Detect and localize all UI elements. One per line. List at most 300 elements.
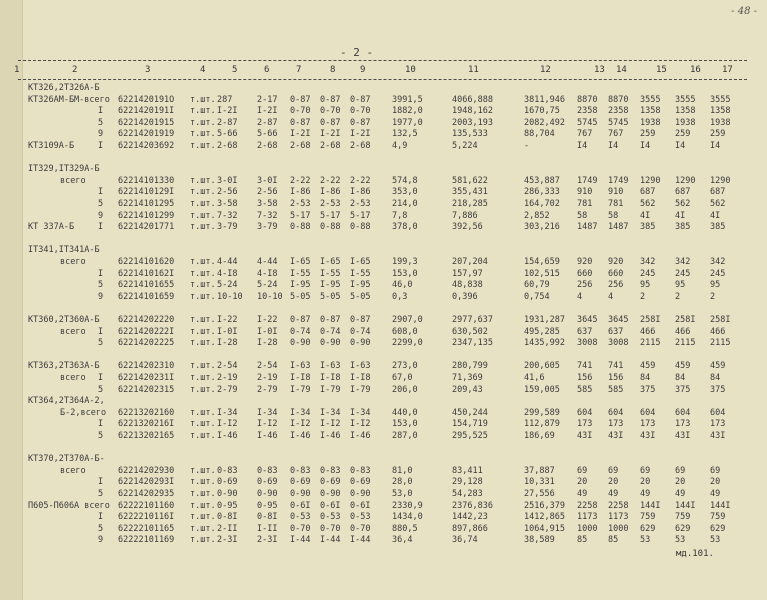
row-value: 256 (608, 280, 624, 291)
col-header: 16 (690, 65, 701, 75)
row-value: I-79 (350, 384, 371, 395)
row-value: I4 (640, 141, 651, 151)
row-value: 897,866 (452, 523, 488, 534)
row-value: 2299,0 (392, 338, 423, 349)
row-value: 2-19 (217, 373, 238, 383)
row-value: 910 (608, 187, 624, 198)
row-value: 0-8I (217, 512, 238, 523)
row-value: 0-69 (217, 477, 238, 488)
row-value: 1358 (675, 106, 696, 117)
row-unit: т.шт. (190, 94, 216, 105)
row-value: 2-56 (217, 187, 238, 198)
table-row (0, 95, 767, 106)
row-value: 741 (577, 361, 593, 372)
row-value: 71,369 (452, 373, 483, 383)
row-value: 2-22 (350, 175, 371, 186)
row-value: 910 (577, 187, 593, 198)
table-row (0, 269, 767, 280)
row-value: 2330,9 (392, 500, 423, 511)
row-index: I (98, 141, 104, 151)
row-value: 199,3 (392, 257, 418, 267)
row-code: 6221420222I (118, 326, 175, 337)
row-value: 562 (640, 199, 656, 209)
row-value: 153,0 (392, 268, 418, 279)
row-value: 0-88 (290, 222, 311, 233)
row-value: 4 (577, 291, 583, 302)
row-value: I-34 (290, 407, 311, 418)
row-name: Б-2,всего (60, 407, 107, 418)
row-value: 1938 (710, 117, 731, 128)
row-unit: т.шт. (190, 477, 216, 488)
row-value: 0-88 (350, 222, 371, 233)
row-value: I-95 (290, 280, 311, 291)
row-value: 144I (675, 500, 696, 511)
table-row (0, 211, 767, 222)
row-value: 2516,379 (524, 500, 565, 511)
table-row (0, 83, 767, 94)
table-row (0, 141, 767, 152)
row-value: 173 (577, 419, 593, 430)
row-value: 3811,946 (524, 94, 565, 105)
col-header: 5 (232, 65, 238, 75)
row-value: 3555 (710, 94, 731, 105)
row-value: 53 (675, 535, 686, 546)
row-unit: т.шт. (190, 291, 216, 302)
col-header: 15 (656, 65, 667, 75)
row-value: 209,43 (452, 384, 483, 395)
row-value: I-79 (290, 384, 311, 395)
row-value: 112,879 (524, 419, 560, 430)
row-code: 62214101655 (118, 280, 175, 291)
row-value: 0-95 (257, 500, 278, 511)
header-divider-bottom (18, 79, 747, 80)
row-value: 1412,865 (524, 512, 565, 523)
table-row (0, 443, 767, 454)
row-value: 2258 (608, 500, 629, 511)
table-row (0, 176, 767, 187)
row-value: 375 (675, 384, 691, 395)
row-value: 466 (675, 326, 691, 337)
table-row (0, 408, 767, 419)
row-value: 629 (640, 523, 656, 534)
row-value: 49 (675, 489, 686, 499)
row-value: I-34 (320, 407, 341, 418)
row-code: 6221410162I (118, 268, 175, 279)
table-row (0, 153, 767, 164)
row-value: 920 (608, 257, 624, 267)
table-row (0, 524, 767, 535)
row-value: I-95 (350, 280, 371, 291)
table-row (0, 327, 767, 338)
row-value: 69 (640, 465, 651, 476)
row-value: 0-74 (350, 326, 371, 337)
row-value: 58 (608, 210, 619, 221)
table-row (0, 234, 767, 245)
col-header: 13 (594, 65, 605, 75)
row-value: I-0I (257, 326, 278, 337)
row-value: 781 (608, 199, 624, 209)
row-value: 604 (577, 407, 593, 418)
row-value: 562 (710, 199, 726, 209)
row-unit: т.шт. (190, 141, 216, 151)
sheet-number: - 2 - (340, 46, 374, 59)
row-value: I-I8 (350, 373, 371, 383)
row-value: 687 (710, 187, 726, 198)
row-value: 4I (675, 210, 686, 221)
row-value: I4 (577, 141, 588, 151)
row-value: 5745 (577, 117, 598, 128)
row-index: 5 (98, 431, 104, 441)
row-value: 660 (608, 268, 624, 279)
table-row (0, 106, 767, 117)
col-header: 1 (14, 65, 20, 75)
row-value: I-86 (320, 187, 341, 198)
row-value: 2115 (640, 338, 661, 349)
row-value: 28,0 (392, 477, 413, 488)
row-value: 385 (675, 222, 691, 233)
row-value: 629 (710, 523, 726, 534)
row-value: 604 (710, 407, 726, 418)
row-code: 62214101299 (118, 210, 175, 221)
row-code: 6221420191I (118, 106, 175, 117)
row-value: 173 (710, 419, 726, 430)
row-value: 58 (577, 210, 588, 221)
row-value: 1487 (608, 222, 629, 233)
row-value: I-55 (350, 268, 371, 279)
row-unit: т.шт. (190, 326, 216, 337)
row-value: I-2I (350, 129, 371, 140)
row-value: 5-05 (320, 291, 341, 302)
row-value: 0-69 (290, 477, 311, 488)
row-name: КТ363,2Т363А-Б (28, 361, 100, 372)
row-value: 84 (640, 373, 651, 383)
row-code: 62214202220 (118, 315, 175, 325)
table-row (0, 350, 767, 361)
row-value: I4 (710, 141, 721, 151)
row-value: 637 (608, 326, 624, 337)
row-value: 466 (710, 326, 726, 337)
row-value: 2-22 (320, 175, 341, 186)
row-value: 687 (675, 187, 691, 198)
row-value: 3-58 (217, 199, 238, 209)
row-name: КТ370,2Т370А-Б- (28, 454, 105, 465)
row-value: 173 (608, 419, 624, 430)
col-header: 9 (360, 65, 366, 75)
row-value: 36,4 (392, 535, 413, 546)
row-value: 3008 (577, 338, 598, 349)
row-value: 299,589 (524, 407, 560, 418)
row-value: 153,0 (392, 419, 418, 430)
row-index: I (98, 222, 104, 233)
row-value: 8870 (577, 94, 598, 105)
row-value: 0-6I (320, 500, 341, 511)
row-value: 604 (608, 407, 624, 418)
row-value: I-34 (217, 407, 238, 418)
row-value: 459 (710, 361, 726, 372)
row-unit: т.шт. (190, 419, 216, 430)
col-header: 17 (722, 65, 733, 75)
row-value: 585 (577, 384, 593, 395)
row-value: 4066,888 (452, 94, 493, 105)
row-value: 0-83 (350, 465, 371, 476)
row-code: 62214101295 (118, 199, 175, 209)
row-value: 1670,75 (524, 106, 560, 117)
row-value: 3-0I (217, 175, 238, 186)
row-value: 4-44 (217, 257, 238, 267)
row-value: 2-68 (290, 141, 311, 151)
row-unit: т.шт. (190, 210, 216, 221)
row-unit: т.шт. (190, 117, 216, 128)
row-value: 0-83 (290, 465, 311, 476)
table-row (0, 292, 767, 303)
row-code: 6221420231I (118, 373, 175, 383)
row-code: 6221320216I (118, 419, 175, 430)
row-value: 2-II (217, 523, 238, 534)
col-header: 8 (330, 65, 336, 75)
row-value: 157,97 (452, 268, 483, 279)
row-value: 95 (675, 280, 686, 291)
row-value: 0-69 (257, 477, 278, 488)
row-name: всего (60, 326, 86, 337)
row-value: 84 (675, 373, 686, 383)
row-index: 9 (98, 129, 104, 140)
row-code: 6221420293I (118, 477, 175, 488)
row-value: 0-70 (350, 106, 371, 117)
row-index: I (98, 268, 104, 279)
row-value: I-22 (257, 315, 278, 325)
row-unit: т.шт. (190, 315, 216, 325)
row-value: 2 (675, 291, 681, 302)
row-value: 0-74 (290, 326, 311, 337)
row-unit: т.шт. (190, 222, 216, 233)
row-value: 2-17 (257, 94, 278, 105)
row-value: 392,56 (452, 222, 483, 233)
row-value: 0-90 (217, 489, 238, 499)
table-row (0, 338, 767, 349)
row-value: 1290 (710, 175, 731, 186)
row-value: I-28 (257, 338, 278, 349)
row-value: I-34 (257, 407, 278, 418)
row-value: 2907,0 (392, 315, 423, 325)
row-value: 0-70 (320, 523, 341, 534)
row-value: 375 (640, 384, 656, 395)
row-name: КТ3109А-Б (28, 141, 75, 151)
row-value: 385 (710, 222, 726, 233)
row-value: 3-58 (257, 199, 278, 209)
row-value: 0-87 (320, 315, 341, 325)
table-row (0, 489, 767, 500)
row-value: 5-17 (320, 210, 341, 221)
row-value: 3-79 (217, 222, 238, 233)
row-value: I-46 (290, 431, 311, 441)
row-value: 48,838 (452, 280, 483, 291)
table-row (0, 419, 767, 430)
row-value: 2115 (675, 338, 696, 349)
row-value: I-55 (290, 268, 311, 279)
table-row (0, 501, 767, 512)
row-value: 154,719 (452, 419, 488, 430)
col-header: 7 (296, 65, 302, 75)
row-value: 0-90 (290, 338, 311, 349)
row-value: 53 (710, 535, 721, 546)
row-value: 1064,915 (524, 523, 565, 534)
row-unit: т.шт. (190, 489, 216, 499)
row-code: 62214203692 (118, 141, 175, 151)
row-value: 2-87 (257, 117, 278, 128)
row-value: 20 (710, 477, 721, 488)
row-value: 2977,637 (452, 315, 493, 325)
table-row (0, 385, 767, 396)
row-unit: т.шт. (190, 338, 216, 349)
row-unit: т.шт. (190, 106, 216, 117)
row-value: I-34 (350, 407, 371, 418)
row-value: 920 (577, 257, 593, 267)
row-value: 450,244 (452, 407, 488, 418)
row-value: 2-79 (217, 384, 238, 395)
row-value: I-44 (290, 535, 311, 546)
row-value: 1000 (608, 523, 629, 534)
row-unit: т.шт. (190, 431, 216, 441)
row-value: I-95 (320, 280, 341, 291)
row-value: 37,887 (524, 465, 555, 476)
row-value: 2-53 (320, 199, 341, 209)
row-code: 62222101165 (118, 523, 175, 534)
row-value: 459 (640, 361, 656, 372)
row-value: 660 (577, 268, 593, 279)
row-value: 49 (640, 489, 651, 499)
row-value: 0,3 (392, 291, 408, 302)
row-value: I-46 (350, 431, 371, 441)
row-code: 62214202225 (118, 338, 175, 349)
row-value: 60,79 (524, 280, 550, 291)
row-value: 206,0 (392, 384, 418, 395)
row-value: I4 (608, 141, 619, 151)
row-value: 3991,5 (392, 94, 423, 105)
row-index: 9 (98, 291, 104, 302)
row-value: 759 (675, 512, 691, 523)
row-unit: т.шт. (190, 535, 216, 546)
row-unit: т.шт. (190, 512, 216, 523)
row-value: I-65 (290, 257, 311, 267)
row-value: I-2I (257, 106, 278, 117)
table-row (0, 222, 767, 233)
row-value: 0-95 (217, 500, 238, 511)
table-row (0, 373, 767, 384)
row-value: 604 (640, 407, 656, 418)
row-name: КТ 337А-Б (28, 222, 75, 233)
col-header: 11 (468, 65, 479, 75)
row-index: 5 (98, 338, 104, 349)
row-value: I-28 (217, 338, 238, 349)
row-value: 1173 (577, 512, 598, 523)
row-value: I-86 (350, 187, 371, 198)
row-value: 245 (675, 268, 691, 279)
row-unit: т.шт. (190, 407, 216, 418)
col-header: 10 (405, 65, 416, 75)
row-value: 1290 (640, 175, 661, 186)
row-value: 5745 (608, 117, 629, 128)
table-row (0, 477, 767, 488)
row-value: I-I2 (350, 419, 371, 430)
row-index: 5 (98, 280, 104, 291)
row-value: I-I2 (257, 419, 278, 430)
row-unit: т.шт. (190, 523, 216, 534)
row-value: 2 (710, 291, 716, 302)
row-value: 2 (640, 291, 646, 302)
row-value: 0-87 (290, 117, 311, 128)
table-row (0, 164, 767, 175)
row-value: I-86 (290, 187, 311, 198)
table-row (0, 454, 767, 465)
row-value: 159,005 (524, 384, 560, 395)
row-value: 574,8 (392, 175, 418, 186)
row-value: I-0I (217, 326, 238, 337)
row-value: 0-70 (290, 106, 311, 117)
row-unit: т.шт. (190, 187, 216, 198)
row-value: 245 (710, 268, 726, 279)
row-value: 3645 (608, 315, 629, 325)
table-row (0, 466, 767, 477)
row-index: 9 (98, 210, 104, 221)
row-value: 43I (577, 431, 593, 441)
row-code: 62214201919 (118, 129, 175, 140)
row-value: 83,411 (452, 465, 483, 476)
row-value: 0-87 (350, 315, 371, 325)
row-value: 3645 (577, 315, 598, 325)
row-value: 2-53 (350, 199, 371, 209)
row-value: 1882,0 (392, 106, 423, 117)
row-value: 0-70 (290, 523, 311, 534)
row-value: 5-05 (290, 291, 311, 302)
row-value: I-I2 (290, 419, 311, 430)
row-value: 0-70 (320, 106, 341, 117)
row-value: 84 (710, 373, 721, 383)
row-value: 342 (675, 257, 691, 267)
row-value: 1938 (675, 117, 696, 128)
row-value: 259 (640, 129, 656, 140)
col-header: 14 (616, 65, 627, 75)
row-value: 5-24 (217, 280, 238, 291)
row-value: 29,128 (452, 477, 483, 488)
row-value: 144I (640, 500, 661, 511)
row-value: I-I2 (320, 419, 341, 430)
row-code: 62214101330 (118, 175, 175, 186)
row-value: I-79 (320, 384, 341, 395)
row-value: 741 (608, 361, 624, 372)
page-number: - 48 - (731, 6, 757, 17)
row-value: 10-10 (257, 291, 283, 302)
row-value: 0-90 (320, 338, 341, 349)
row-name: КТ360,2Т360А-Б (28, 315, 100, 325)
row-value: 385 (640, 222, 656, 233)
row-unit: т.шт. (190, 361, 216, 372)
row-index: 9 (98, 535, 104, 546)
row-index: I (98, 419, 104, 430)
row-value: 303,216 (524, 222, 560, 233)
row-name: всего (60, 257, 86, 267)
row-value: 258I (710, 315, 731, 325)
row-index: 5 (98, 489, 104, 499)
row-code: 6222210116I (118, 512, 175, 523)
row-index: I (98, 187, 104, 198)
table-row (0, 257, 767, 268)
col-header: 3 (145, 65, 151, 75)
row-value: 7-32 (217, 210, 238, 221)
header-divider-top (18, 60, 747, 61)
row-value: 0-88 (320, 222, 341, 233)
row-unit: т.шт. (190, 280, 216, 291)
row-value: 0-69 (320, 477, 341, 488)
